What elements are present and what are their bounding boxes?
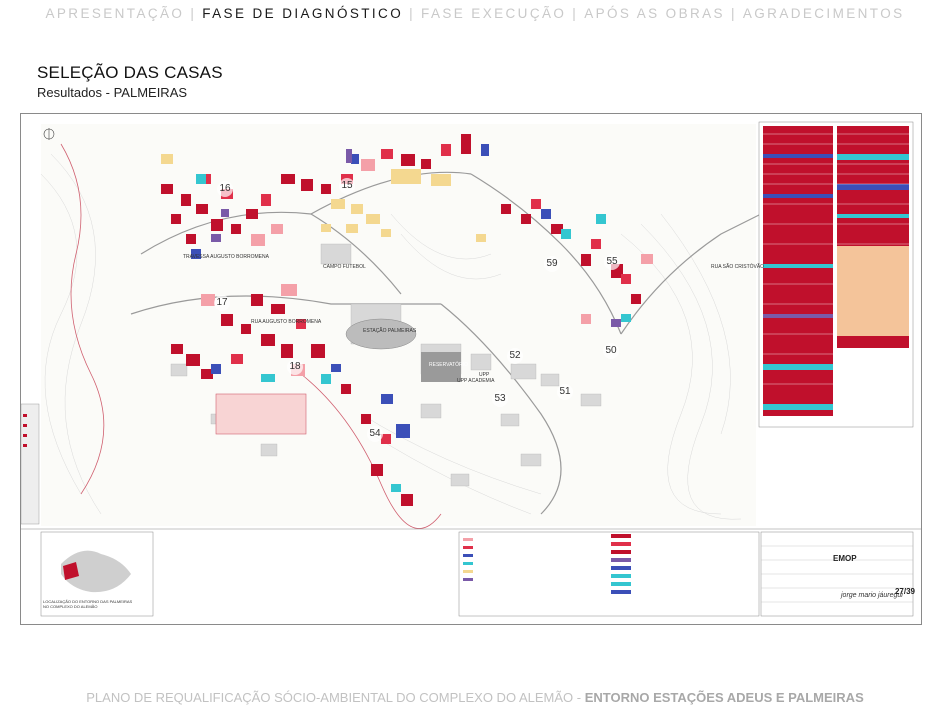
map-sheet <box>20 113 922 625</box>
station-label: ESTAÇÃO PALMEIRAS <box>363 328 417 334</box>
stadium <box>346 319 416 349</box>
legend-box <box>459 532 759 616</box>
sector-number: 53 <box>492 391 508 407</box>
hatched-plot <box>216 394 306 434</box>
nav-separator: | <box>409 6 416 21</box>
nav-separator: | <box>572 6 579 21</box>
nav-separator: | <box>190 6 197 21</box>
upp-label: UPP <box>479 372 490 378</box>
footer <box>0 690 950 705</box>
nav-item-fase-diagnostico[interactable]: FASE DE DIAGNÓSTICO <box>202 6 404 21</box>
author-signature: jorge mario jáuregui <box>841 592 903 599</box>
sector-number: 52 <box>507 348 523 364</box>
sector-number: 17 <box>214 295 230 311</box>
sector-number: 55 <box>604 254 620 270</box>
sector-number: 59 <box>544 256 560 272</box>
sector-number: 15 <box>339 178 355 194</box>
sector-number: 51 <box>557 384 573 400</box>
nav-item-apos-as-obras[interactable]: APÓS AS OBRAS <box>584 6 725 21</box>
page-title: SELEÇÃO DAS CASAS <box>37 63 223 82</box>
company-logo: EMOP <box>833 554 857 563</box>
street-label: TRAVESSA AUGUSTO BORROMENA <box>183 254 269 260</box>
nav-item-fase-execucao[interactable]: FASE EXECUÇÃO <box>421 6 567 21</box>
left-legend-table <box>21 404 39 524</box>
sector-number: 54 <box>367 426 383 442</box>
page-subtitle: Resultados - PALMEIRAS <box>37 85 188 100</box>
street-label: RUA AUGUSTO BORROMENA <box>251 319 322 325</box>
sector-number: 16 <box>217 181 233 197</box>
sector-number: 50 <box>603 343 619 359</box>
academia-label: UPP ACADEMIA <box>457 378 495 384</box>
top-navigation <box>0 6 950 21</box>
nav-item-agradecimentos[interactable]: AGRADECIMENTOS <box>742 6 905 21</box>
sheet-number: 27/39 <box>894 587 915 596</box>
nav-item-apresentacao[interactable]: APRESENTAÇÃO <box>45 6 185 21</box>
sector-number: 18 <box>287 359 303 375</box>
footer-highlight: ENTORNO ESTAÇÕES ADEUS E PALMEIRAS <box>584 690 864 705</box>
location-caption: LOCALIZAÇÃO DO ENTORNO DAS PALMEIRAS NO COMPLEXO DO ALEMÃO <box>43 599 133 609</box>
map-drawing <box>21 114 921 624</box>
field-label: CAMPO FUTEBOL <box>323 264 366 270</box>
footer-text: PLANO DE REQUALIFICAÇÃO SÓCIO-AMBIENTAL DO COMPLEXO DO ALEMÃO - <box>86 690 585 705</box>
nav-separator: | <box>730 6 737 21</box>
reservoir-label: RESERVATÓRIO <box>429 362 468 368</box>
street-label: RUA SÃO CRISTÓVÃO <box>711 264 765 270</box>
